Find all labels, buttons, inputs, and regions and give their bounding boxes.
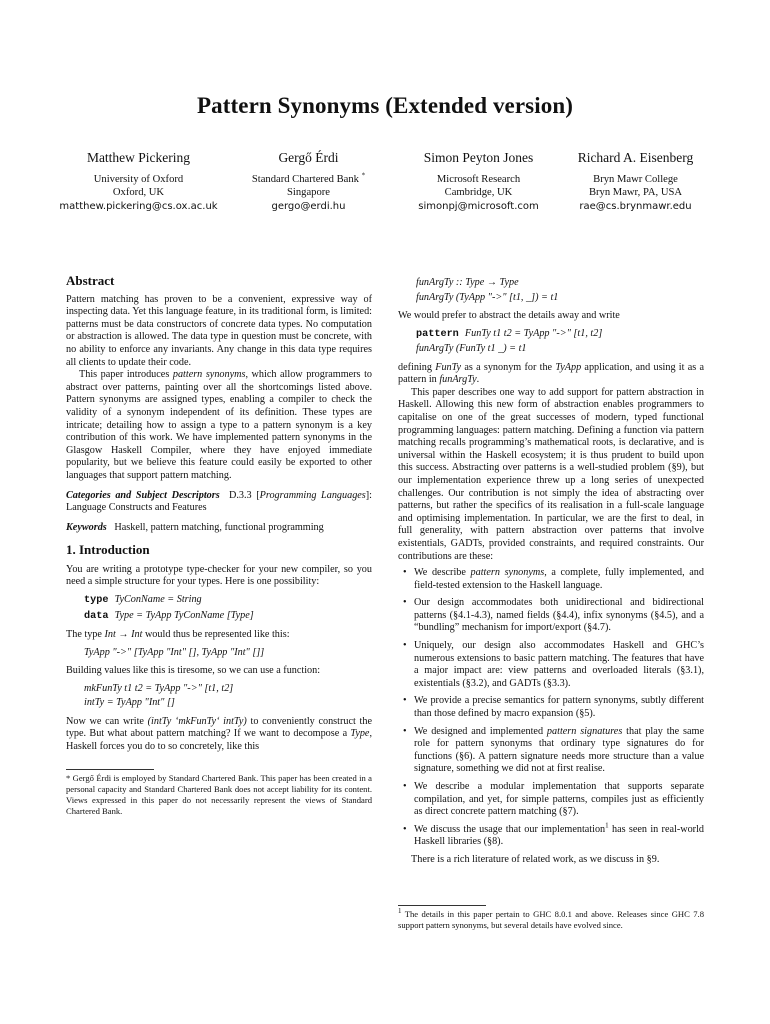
footnote-rule <box>398 905 486 906</box>
author-name: Simon Peyton Jones <box>423 150 534 165</box>
footnote-left <box>66 769 372 817</box>
list-item: • Uniquely, our design also accommodates Haskell and GHC’s numerous extensions to basic pattern matching. The features that have a major impact are: view patterns and overloaded literals (§3.1), existentials (§3.2), and GADTs (§3.3). <box>414 640 704 690</box>
contributions-list <box>398 567 704 849</box>
list-item: • We describe a modular implementation that supports separate compilation, and yet, for simple patterns, compiles just as efficiently as direct concrete pattern matching (§7). <box>414 781 704 819</box>
right-column <box>398 270 704 867</box>
list-item: • We describe pattern synonyms, a complete, fully implemented, and field-tested extension to the Haskell language. <box>414 567 704 592</box>
author-name: Richard A. Eisenberg <box>577 150 694 165</box>
author-1 <box>51 150 226 212</box>
list-item: • We provide a precise semantics for pattern synonyms, subtly different than those defined by macro expansion (§5). <box>414 695 704 720</box>
author-email: rae@cs.brynmawr.edu <box>579 201 692 212</box>
author-name: Matthew Pickering <box>86 150 191 165</box>
keywords: Keywords Haskell, pattern matching, functional programming <box>66 521 324 533</box>
author-affiliation: Microsoft Research <box>436 174 521 185</box>
abstract-paragraph-2: This paper introduces pattern synonyms, which allow programmers to abstract over patterns, painting over all the shortcomings listed above. Pattern synonyms are assigned types, enabling a compiler to check the validity of a synonym independent of its definition. These types are intricate; detailing how to assign a type to a pattern synonym is a key contribution of this work. We have implemented pattern synonyms in the Glasgow Haskell Compiler, where they have enjoyed immediate popularity, but we believe this feature could easily be exported to other languages that support pattern matching. <box>66 369 372 481</box>
list-item: • We designed and implemented pattern signatures that play the same role for pattern synonyms that ordinary type signatures do for functions (§6). A pattern signature needs more structure than a value signature, something we did not at first realise. <box>414 726 704 776</box>
code-block-mkfunty <box>66 682 372 711</box>
author-block <box>56 150 716 230</box>
footnote-rule <box>66 769 154 770</box>
list-item: • Our design accommodates both unidirectional and bidirectional patterns (§4.1-4.3), named fields (§4.4), infix synonyms (§4.5), and a “bundling” mechanism for import/export (§4.7). <box>414 597 704 635</box>
code-line: mkFunTy t1 t2 = TyApp "->" [t1, t2] <box>84 682 234 694</box>
author-email: simonpj@microsoft.com <box>418 201 539 212</box>
author-email: matthew.pickering@cs.ox.ac.uk <box>59 201 218 212</box>
author-location: Singapore <box>287 187 330 198</box>
author-location: Oxford, UK <box>112 187 165 198</box>
author-4 <box>548 150 723 212</box>
author-affiliation: University of Oxford <box>93 174 184 185</box>
code-block-int-to-int <box>66 646 372 661</box>
author-affiliation: Standard Chartered Bank * <box>251 171 366 185</box>
list-item: • We discuss the usage that our implementation$^1$ has seen in real-world Haskell libraries (§8). <box>414 824 704 849</box>
code-block-pattern-funty <box>398 327 704 357</box>
author-location: Bryn Mawr, PA, USA <box>588 187 683 198</box>
paper-title: Pattern Synonyms (Extended version) <box>197 93 573 118</box>
categories: Categories and Subject Descriptors D.3.3 [Programming Languages]: Language Constructs and Features <box>66 489 373 514</box>
intro-paragraph-2: The type Int → Int would thus be represented like this: <box>66 629 290 641</box>
code-line: type TyConName = String <box>84 594 202 607</box>
author-affiliation: Bryn Mawr College <box>593 174 678 185</box>
intro-paragraph-1: You are writing a prototype type-checker for your new compiler, so you need a simple structure for your types. Here is one possibility: <box>66 563 372 588</box>
left-column <box>66 270 372 754</box>
right-paragraph-1: We would prefer to abstract the details away and write <box>398 310 620 321</box>
right-paragraph-4: There is a rich literature of related work, as we discuss in §9. <box>411 853 660 865</box>
author-3 <box>391 150 566 212</box>
code-line: data Type = TyApp TyConName [Type] <box>84 609 254 622</box>
footnote-text: $^1$ The details in this paper pertain to GHC 8.0.1 and above. Releases since GHC 7.8 support pattern synonyms, but several details have evolved since. <box>398 907 704 930</box>
code-line: TyApp "->" [TyApp "Int" [], TyApp "Int" []] <box>84 646 265 658</box>
section-heading-introduction: 1. Introduction <box>66 542 150 558</box>
code-block-type-defs <box>66 593 372 624</box>
code-line: funArgTy (FunTy t1 _) = t1 <box>416 343 527 355</box>
author-name: Gergő Érdi <box>278 150 339 165</box>
author-email: gergo@erdi.hu <box>271 201 346 212</box>
abstract-heading: Abstract <box>66 273 115 288</box>
intro-paragraph-4: Now we can write (intTy ‘mkFunTy‘ intTy) to conveniently construct the type. But what about pattern matching? If we want to decompose a Type, Haskell forces you do to so concretely, like this <box>66 715 372 752</box>
abstract-paragraph-1: Pattern matching has proven to be a convenient, expressive way of inspecting data. Yet this language feature, in its traditional form, is limited: patterns must be data constructors of concrete data types. No computation or abstraction is allowed. The data type in question must be concrete, with no ability to enforce any invariants. Any change in this data type requires all clients to update their code. <box>66 293 372 368</box>
right-paragraph-2: defining FunTy as a synonym for the TyApp application, and using it as a pattern in funArgTy. <box>398 361 704 386</box>
footnote-text: * Gergő Érdi is employed by Standard Chartered Bank. This paper has been created in a personal capacity and Standard Chartered Bank does not accept liability for its content. Views expressed in this paper do not necessarily represent the views of Standard Chartered Bank. <box>66 773 372 816</box>
right-paragraph-3: This paper describes one way to add support for pattern abstraction in Haskell. Allowing this new form of abstraction enables programmers to capitalise on one of the great successes of modern, typed functional programming languages: pattern matching. Defining a function via pattern matching recalls programming’s mathematical roots, is declarative, and is universal within the Haskell ecosystem; it is thus prudent to build upon this success. Abstracting over patterns is a well-studied problem (§9), but our implementation experience threw up a long series of unexpected challenges. Our contribution is not simply the idea of abstracting over patterns, but rather the specifics of its realisation in a full-scale language and optimising implementation. In particular, we are the first to deal, in full generality, with pattern abstraction over patterns that involve existentials, GADTs, provided constraints, and required constraints. Our contributions are these: <box>398 386 704 562</box>
author-location: Cambridge, UK <box>444 187 513 198</box>
code-line: intTy = TyApp "Int" [] <box>84 697 175 709</box>
author-2 <box>221 150 396 212</box>
code-line: funArgTy :: Type → Type <box>416 277 519 288</box>
intro-paragraph-3: Building values like this is tiresome, so we can use a function: <box>66 665 321 677</box>
code-line: funArgTy (TyApp "->" [t1, _]) = t1 <box>416 291 559 303</box>
code-block-funargty <box>398 276 704 305</box>
code-line: pattern FunTy t1 t2 = TyApp "->" [t1, t2] <box>416 327 603 340</box>
footnote-right <box>398 905 704 931</box>
